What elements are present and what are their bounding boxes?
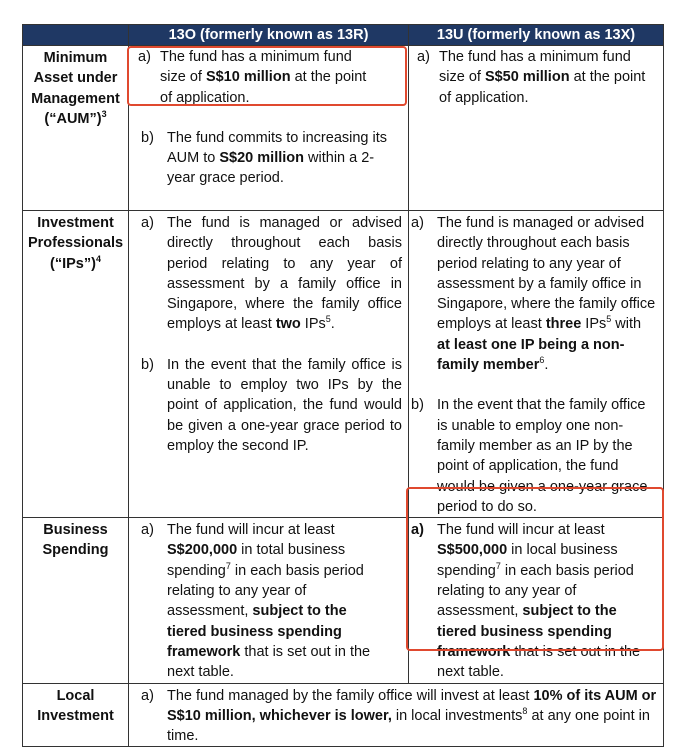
local-investment-cell — [129, 683, 664, 747]
local-investment-item-a: a) The fund managed by the family office will invest at least 10% of its AUM or S$10 million, whichever is lower, in local investments$^8$ at any one point in time. — [141, 687, 657, 745]
ips-13u-cell — [409, 211, 664, 518]
header-blank-cell — [23, 25, 129, 46]
aum-13o-item-a: a) The fund has a minimum fund size of S$10 million at the point of application. — [138, 49, 367, 106]
aum-13u-cell — [409, 46, 664, 211]
ips-13o-item-a: a) The fund is managed or advised directly throughout each basis period relating to any year of assessment by a family office in Singapore, where the family office employs at least two IPs$^5$. — [141, 215, 402, 333]
spending-13o-cell — [129, 518, 409, 683]
scheme-comparison-table — [22, 24, 664, 747]
aum-13u-item-a: a) The fund has a minimum fund size of S$50 million at the point of application. — [417, 49, 646, 106]
ips-13u-item-b: b) In the event that the family office is unable to employ one non-family member as an IP by the point of application, the fund would be given a one-year grace period to do so. — [411, 397, 648, 515]
local-investment-row — [23, 683, 664, 747]
ips-row — [23, 211, 664, 518]
aum-13o-cell — [129, 46, 409, 211]
spending-13u-cell — [409, 518, 664, 683]
spending-row — [23, 518, 664, 683]
ips-13o-cell — [129, 211, 409, 518]
ips-criterion-label: Investment Professionals (“IPs”)$^4$ — [23, 211, 129, 518]
aum-13o-item-b: b) The fund commits to increasing its AUM to S$20 million within a 2-year grace period. — [141, 129, 388, 187]
ips-13u-item-a: a) The fund is managed or advised directly throughout each basis period relating to any year of assessment by a family office in Singapore, where the family office employs at least three IPs$^5$ with at least one IP being a non-family member$^6$. — [411, 215, 656, 374]
header-13u: 13U (formerly known as 13X) — [409, 25, 664, 46]
aum-criterion-label: Minimum Asset under Management (“AUM”)$^3$ — [23, 46, 129, 211]
spending-13u-item-a: a) The fund will incur at least S$500,000 in local business spending$^7$ in each basis period relating to any year of assessment, subject to the tiered business spending framework that is set out in the next table. — [411, 522, 641, 681]
local-criterion-label: Local Investment — [23, 683, 129, 747]
table-header-row — [23, 25, 664, 46]
aum-row — [23, 46, 664, 211]
spending-criterion-label: Business Spending — [23, 518, 129, 683]
spending-13o-item-a: a) The fund will incur at least S$200,000 in total business spending$^7$ in each basis period relating to any year of assessment, subject to the tiered business spending framework that is set out in the next table. — [141, 522, 371, 681]
ips-13o-item-b: b) In the event that the family office is unable to employ two IPs by the point of application, the fund would be given a one-year grace period to employ the second IP. — [141, 356, 402, 454]
header-13o: 13O (formerly known as 13R) — [129, 25, 409, 46]
